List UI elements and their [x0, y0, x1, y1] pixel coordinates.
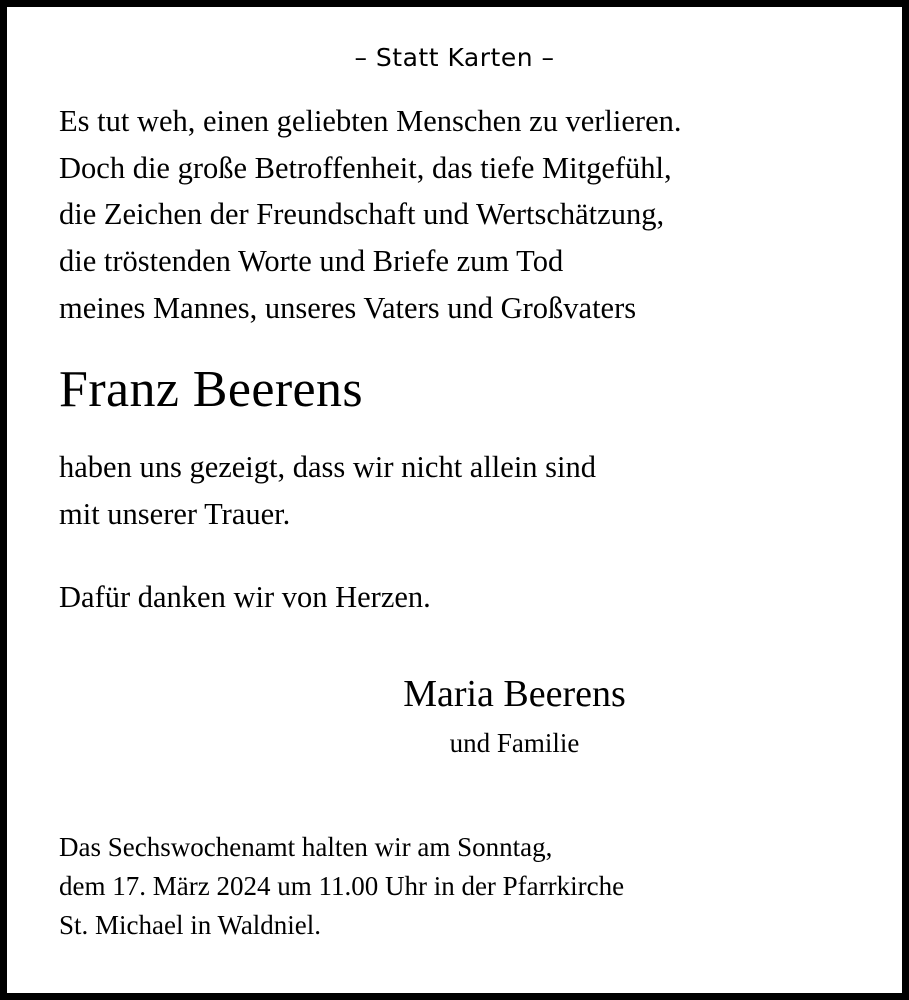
intro-line-5: meines Mannes, unseres Vaters und Großvaters	[59, 290, 637, 325]
thanks-line-2: mit unserer Trauer.	[59, 497, 291, 532]
intro-line-4: die tröstenden Worte und Briefe zum Tod	[59, 243, 564, 278]
signature-block	[59, 672, 850, 759]
intro-line-2: Doch die große Betroffenheit, das tiefe Mitgefühl,	[59, 150, 672, 185]
signature-subtitle: und Familie	[449, 728, 580, 759]
intro-line-1: Es tut weh, einen geliebten Menschen zu verlieren.	[59, 104, 682, 138]
service-announcement	[59, 828, 850, 945]
signature-name: Maria Beerens	[403, 673, 626, 716]
thanks-closing: Dafür danken wir von Herzen.	[59, 579, 431, 614]
footer-line-2: dem 17. März 2024 um 11.00 Uhr in der Pfarrkirche	[59, 870, 625, 901]
thanks-line-1: haben uns gezeigt, dass wir nicht allein sind	[59, 450, 597, 485]
intro-line-3: die Zeichen der Freundschaft und Wertschätzung,	[59, 197, 665, 232]
thanks-paragraph	[59, 444, 850, 537]
footer-line-1: Das Sechswochenamt halten wir am Sonntag,	[59, 831, 553, 862]
intro-paragraph	[59, 98, 850, 331]
statt-karten-header: – Statt Karten –	[354, 43, 555, 72]
footer-line-3: St. Michael in Waldniel.	[59, 909, 322, 940]
deceased-name: Franz Beerens	[59, 361, 364, 419]
